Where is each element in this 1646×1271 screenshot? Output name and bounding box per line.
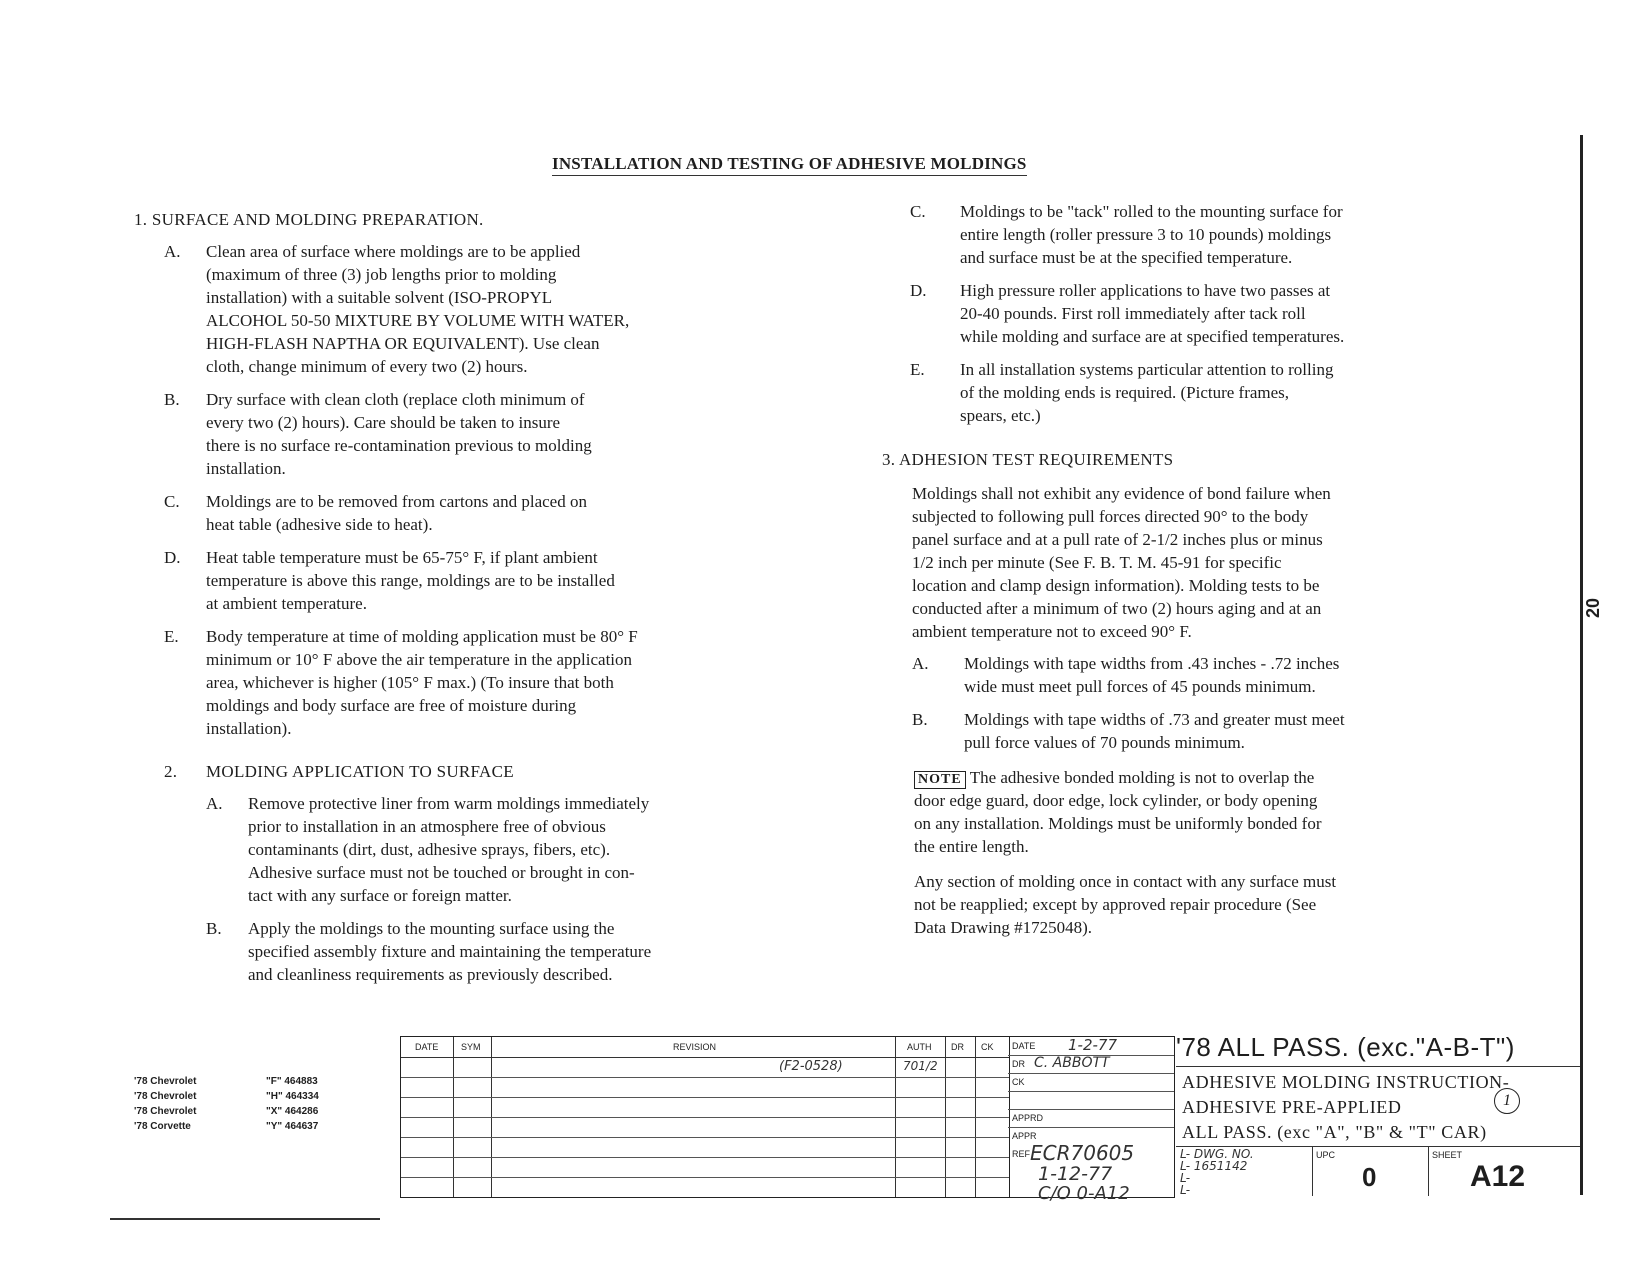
text-line: Moldings shall not exhibit any evidence of bond failure when <box>912 484 1331 503</box>
text-line: moldings and body surface are free of moisture during <box>206 696 577 715</box>
final-paragraph <box>914 870 1574 939</box>
text-line: Moldings with tape widths of .73 and greater must meet <box>964 710 1345 729</box>
text-line: conducted after a minimum of two (2) hours aging and at an <box>912 599 1322 618</box>
text-line: ambient temperature not to exceed 90° F. <box>912 622 1192 641</box>
ref-co: C/O 0-A12 <box>1038 1183 1130 1204</box>
rev-auth-header: AUTH <box>907 1042 932 1052</box>
text-line: ALL PASS. (exc "A", "B" & "T" CAR) <box>1182 1122 1487 1142</box>
item-label: C. <box>164 492 180 511</box>
text-line: ALCOHOL 50-50 MIXTURE BY VOLUME WITH WATER, <box>206 311 630 330</box>
text-line: heat table (adhesive side to heat). <box>206 515 433 534</box>
rev-auth-value: 701/2 <box>903 1059 938 1073</box>
revision-circle: 1 <box>1494 1088 1520 1114</box>
note-label: NOTE <box>914 771 966 789</box>
text-line: Moldings to be "tack" rolled to the mounting surface for <box>960 202 1343 221</box>
model-code: "X" 464286 <box>266 1106 319 1117</box>
model-row <box>134 1089 354 1104</box>
model-row <box>134 1119 354 1134</box>
text-line: HIGH-FLASH NAPTHA OR EQUIVALENT). Use clean <box>206 334 600 353</box>
text-line: Body temperature at time of molding application must be 80° F <box>206 627 638 646</box>
sheet-label: SHEET <box>1432 1150 1463 1160</box>
ref-label: REF <box>1012 1149 1030 1159</box>
text-line: Any section of molding once in contact with any surface must <box>914 872 1337 891</box>
item-text <box>960 358 1333 427</box>
text-line: 20-40 pounds. First roll immediately after tack roll <box>960 304 1306 323</box>
text-line: and cleanliness requirements as previously described. <box>248 965 613 984</box>
item-label: D. <box>164 548 181 567</box>
section3-heading: 3. ADHESION TEST REQUIREMENTS <box>882 450 1174 469</box>
text-line: Heat table temperature must be 65-75° F, if plant ambient <box>206 548 598 567</box>
item-label: E. <box>164 627 179 646</box>
text-line: L- 1651142 <box>1180 1159 1248 1173</box>
rev-sym-header: SYM <box>461 1042 481 1052</box>
text-line: panel surface and at a pull rate of 2-1/2 inches plus or minus <box>912 530 1323 549</box>
text-line: Adhesive surface must not be touched or brought in con- <box>248 863 635 882</box>
text-line: area, whichever is higher (105° F max.) (To insure that both <box>206 673 614 692</box>
item-label: E. <box>910 360 925 379</box>
rev-ck-header: CK <box>981 1042 994 1052</box>
page-number: 20 <box>1583 597 1603 618</box>
text-line: High pressure roller applications to have two passes at <box>960 281 1331 300</box>
rev-dr-header: DR <box>951 1042 964 1052</box>
text-line: Remove protective liner from warm moldings immediately <box>248 794 650 813</box>
ck-label: CK <box>1012 1077 1025 1087</box>
model-code: "F" 464883 <box>266 1076 318 1087</box>
text-line: 1/2 inch per minute (See F. B. T. M. 45-91 for specific <box>912 553 1282 572</box>
date-label: DATE <box>1012 1041 1036 1051</box>
text-line: of the molding ends is required. (Picture frames, <box>960 383 1290 402</box>
item-text <box>248 792 649 907</box>
item-text <box>206 388 592 480</box>
document-title: INSTALLATION AND TESTING OF ADHESIVE MOLDINGS <box>552 154 1027 176</box>
note-line: door edge guard, door edge, lock cylinder, or body opening <box>914 791 1318 810</box>
text-line: ADHESIVE MOLDING INSTRUCTION- <box>1182 1072 1510 1092</box>
model-code: "Y" 464637 <box>266 1121 319 1132</box>
item-text <box>206 546 615 615</box>
item-label: A. <box>206 794 223 813</box>
text-line: specified assembly fixture and maintaining the temperature <box>248 942 652 961</box>
text-line: ADHESIVE PRE-APPLIED <box>1182 1097 1402 1117</box>
ref-value: ECR70605 <box>1030 1141 1135 1165</box>
upc-value: 0 <box>1362 1162 1377 1192</box>
text-line: wide must meet pull forces of 45 pounds minimum. <box>964 677 1316 696</box>
model-list <box>134 1074 354 1134</box>
model-row <box>134 1074 354 1089</box>
text-line: tact with any surface or foreign matter. <box>248 886 512 905</box>
drawing-number-list <box>1180 1148 1254 1196</box>
item-label: B. <box>912 710 928 729</box>
dr-label: DR <box>1012 1059 1025 1069</box>
item-text <box>248 917 651 986</box>
text-line: spears, etc.) <box>960 406 1041 425</box>
text-line: and surface must be at the specified temperature. <box>960 248 1293 267</box>
model-name: '78 Corvette <box>134 1121 191 1132</box>
text-line: minimum or 10° F above the air temperature in the application <box>206 650 633 669</box>
revision-table <box>400 1036 1010 1198</box>
text-line: every two (2) hours). Care should be taken to insure <box>206 413 561 432</box>
item-text <box>964 708 1345 754</box>
note-line: the entire length. <box>914 837 1029 856</box>
text-line: temperature is above this range, moldings are to be installed <box>206 571 615 590</box>
text-line: (maximum of three (3) job lengths prior to molding <box>206 265 557 284</box>
note-paragraph <box>914 766 1574 858</box>
text-line: entire length (roller pressure 3 to 10 pounds) moldings <box>960 225 1332 244</box>
text-line: there is no surface re-contamination previous to molding <box>206 436 592 455</box>
title-block <box>1176 1032 1580 1196</box>
dr-value: C. ABBOTT <box>1034 1055 1110 1071</box>
item-label: D. <box>910 281 927 300</box>
rev-date-header: DATE <box>415 1042 439 1052</box>
rev-revision-header: REVISION <box>673 1042 717 1052</box>
item-text <box>206 490 587 536</box>
approval-block <box>1008 1036 1175 1204</box>
text-line: L- <box>1180 1171 1191 1185</box>
section2-heading: MOLDING APPLICATION TO SURFACE <box>206 762 514 781</box>
appr-label: APPR <box>1012 1131 1037 1141</box>
model-name: '78 Chevrolet <box>134 1106 197 1117</box>
item-text <box>964 652 1339 698</box>
sheet-value: A12 <box>1470 1160 1526 1193</box>
title-block-heading: '78 ALL PASS. (exc."A-B-T") <box>1176 1032 1515 1062</box>
text-line: installation). <box>206 719 292 738</box>
text-line: Data Drawing #1725048). <box>914 918 1092 937</box>
note-line: The adhesive bonded molding is not to overlap the <box>969 768 1315 787</box>
item-text <box>960 200 1343 269</box>
model-name: '78 Chevrolet <box>134 1091 197 1102</box>
rev-revision-value: (F2-0528) <box>779 1059 843 1074</box>
text-line: L- <box>1180 1183 1191 1197</box>
item-text <box>206 240 629 378</box>
model-name: '78 Chevrolet <box>134 1076 197 1087</box>
ref-date: 1-12-77 <box>1038 1163 1113 1185</box>
text-line: prior to installation in an atmosphere free of obvious <box>248 817 606 836</box>
text-line: subjected to following pull forces directed 90° to the body <box>912 507 1309 526</box>
text-line: location and clamp design information). Molding tests to be <box>912 576 1320 595</box>
section1-heading: 1. SURFACE AND MOLDING PREPARATION. <box>134 210 484 229</box>
item-text <box>960 279 1344 348</box>
text-line: Moldings with tape widths from .43 inches - .72 inches <box>964 654 1340 673</box>
date-value: 1-2-77 <box>1068 1036 1117 1054</box>
text-line: Moldings are to be removed from cartons and placed on <box>206 492 587 511</box>
text-line: not be reapplied; except by approved repair procedure (See <box>914 895 1317 914</box>
title-block-description <box>1182 1070 1509 1145</box>
text-line: Apply the moldings to the mounting surface using the <box>248 919 615 938</box>
text-line: L- DWG. NO. <box>1180 1147 1254 1161</box>
bottom-rule <box>110 1218 380 1220</box>
text-line: installation) with a suitable solvent (ISO-PROPYL <box>206 288 553 307</box>
model-row <box>134 1104 354 1119</box>
section3-intro <box>912 482 1572 643</box>
item-label: B. <box>206 919 222 938</box>
text-line: while molding and surface are at specified temperatures. <box>960 327 1345 346</box>
page-edge-rule <box>1580 135 1583 1195</box>
text-line: at ambient temperature. <box>206 594 367 613</box>
text-line: installation. <box>206 459 286 478</box>
item-text <box>206 625 638 740</box>
item-label: C. <box>910 202 926 221</box>
text-line: contaminants (dirt, dust, adhesive sprays, fibers, etc). <box>248 840 611 859</box>
item-label: A. <box>912 654 929 673</box>
text-line: In all installation systems particular attention to rolling <box>960 360 1334 379</box>
section2-number: 2. <box>164 762 178 781</box>
text-line: pull force values of 70 pounds minimum. <box>964 733 1245 752</box>
text-line: Dry surface with clean cloth (replace cloth minimum of <box>206 390 585 409</box>
item-label: B. <box>164 390 180 409</box>
apprd-label: APPRD <box>1012 1113 1044 1123</box>
item-label: A. <box>164 242 181 261</box>
text-line: Clean area of surface where moldings are to be applied <box>206 242 581 261</box>
text-line: cloth, change minimum of every two (2) hours. <box>206 357 528 376</box>
model-code: "H" 464334 <box>266 1091 319 1102</box>
note-line: on any installation. Moldings must be uniformly bonded for <box>914 814 1322 833</box>
upc-label: UPC <box>1316 1150 1336 1160</box>
